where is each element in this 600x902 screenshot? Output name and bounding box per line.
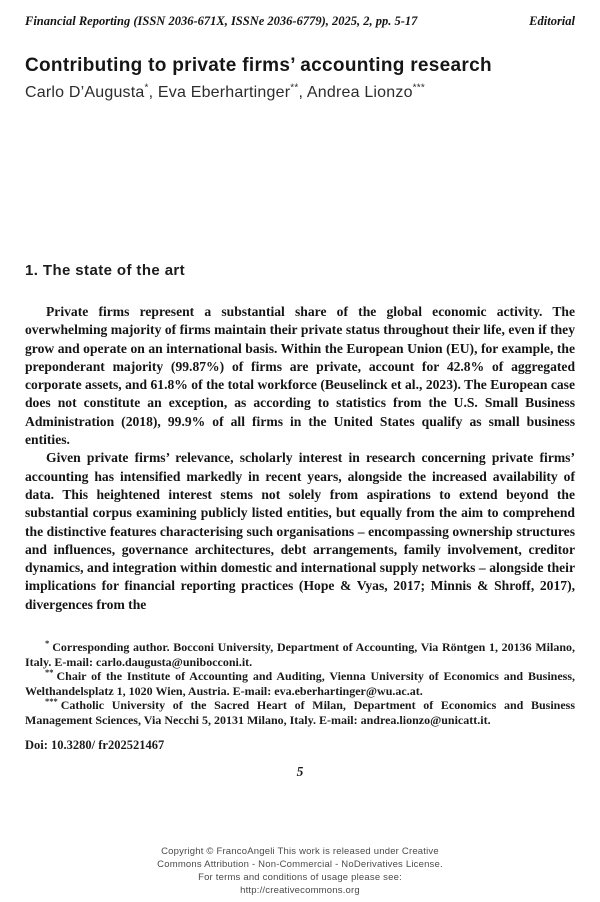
author-footnote-marker: ** [290,82,299,94]
footnote-marker: ** [45,667,54,678]
author-line [25,84,575,102]
body-paragraph: Given private firms’ relevance, scholarly interest in research concerning private firms’ accounting has intensified markedly in recent years, alongside the increased availability of data. This heightened interest stems not solely from aspirations to extend beyond the substantial corpus examining publicly listed entities, but equally from the aim to comprehend the distinctive features characterising such organisations – encompassing ownership structures and influences, governance architectures, debt arrangements, family involvement, creditor dynamics, and integration within domestic and international supply networks – alongside their implications for financial reporting practices (Hope & Vyas, 2017; Minnis & Shroff, 2017), divergences from the [25,450,575,612]
license-line: For terms and conditions of usage please see: [198,872,402,883]
journal-citation: Financial Reporting (ISSN 2036-671X, ISSNe 2036-6779), 2025, 2, pp. 5-17 [25,14,418,28]
license-footer [0,845,600,897]
section-heading: 1. The state of the art [25,262,186,279]
footnote-marker: * [45,638,50,649]
author-footnote-marker: * [144,82,149,94]
author-name: Carlo D’Augusta [25,84,145,101]
footnote-marker: *** [45,696,58,707]
article-type-label: Editorial [529,14,575,28]
footnote [25,669,575,698]
footnote-text: Catholic University of the Sacred Heart of Milan, Department of Economics and Business Management Sciences, Via Necchi 5, 20131 Milano, Italy. E-mail: andrea.lionzo@unicatt.it. [25,698,575,728]
page-number: 5 [296,763,304,779]
doi: Doi: 10.3280/ fr202521467 [25,737,165,752]
article-body [25,303,575,614]
license-line: Copyright © FrancoAngeli This work is released under Creative [161,846,439,857]
footnote [25,640,575,669]
author-name: Eva Eberhartinger [157,84,291,101]
journal-header [25,14,575,29]
body-paragraph: Private firms represent a substantial share of the global economic activity. The overwhelming majority of firms maintain their private status throughout their life, even if they grow and operate on an international basis. Within the European Union (EU), for example, the preponderant majority (99.87%) of firms are private, account for 42.8% of aggregated corporate assets, and 61.8% of the total workforce (Beuselinck et al., 2023). The European case does not constitute an exception, as according to statistics from the U.S. Small Business Administration (2018), 99.9% of all firms in the United States qualify as small business entities. [25,304,575,448]
author-name: Andrea Lionzo [306,84,413,101]
license-line: Commons Attribution - Non-Commercial - NoDerivatives License. [157,859,443,870]
article-title: Contributing to private firms’ accounting research [25,55,492,76]
footnotes-block [25,640,575,728]
author-footnote-marker: *** [412,82,425,94]
footnote-text: Chair of the Institute of Accounting and Auditing, Vienna University of Economics and Business, Welthandelsplatz 1, 1020 Wien, Austria. E-mail: eva.eberhartinger@wu.ac.at. [25,669,575,698]
footnote-text: Corresponding author. Bocconi University, Department of Accounting, Via Röntgen 1, 20136 Milano, Italy. E-mail: carlo.daugusta@unibocconi.it. [25,640,575,669]
license-url: http://creativecommons.org [240,885,360,896]
author-separator: , [298,84,307,101]
author-separator: , [148,84,158,101]
footnote [25,698,575,727]
